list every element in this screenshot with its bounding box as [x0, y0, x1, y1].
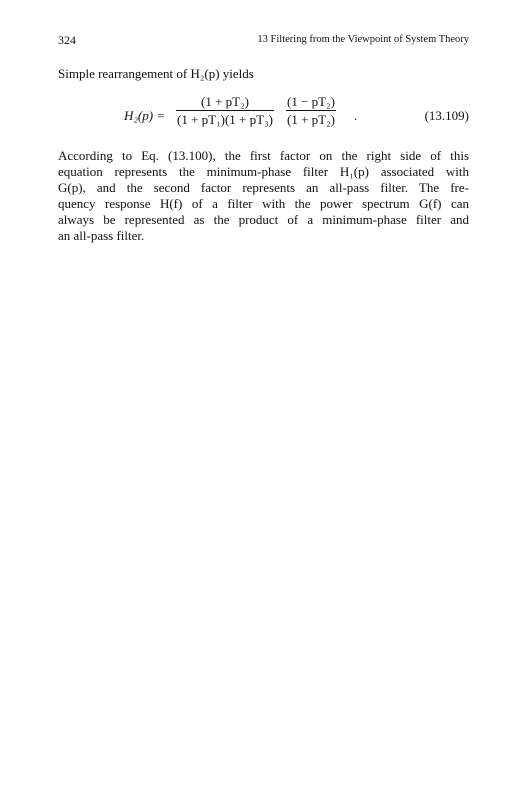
first-factor-fraction [176, 94, 274, 127]
second-factor-denominator: (1 + pT₂) [287, 112, 335, 127]
equation-lhs: H₂(p) = [124, 108, 166, 123]
equation-13-109 [58, 92, 469, 140]
page-number: 324 [58, 33, 76, 47]
paragraph-line: an all-pass filter. [58, 228, 145, 243]
paragraph-line: equation represents the minimum-phase filter H₁(p) associated with [58, 164, 469, 179]
paragraph-line: quency response H(f) of a filter with the power spectrum G(f) can [58, 196, 469, 211]
equation-period: . [354, 108, 358, 123]
first-factor-denominator: (1 + pT₁)(1 + pT₃) [177, 112, 273, 127]
chapter-title: 13 Filtering from the Viewpoint of System Theory [257, 34, 469, 45]
fraction-bar [286, 110, 336, 111]
fraction-bar [176, 110, 274, 111]
equation-number: (13.109) [424, 108, 469, 123]
paragraph-line: G(p), and the second factor represents an all-pass filter. The fre- [58, 180, 469, 195]
second-factor-numerator: (1 − pT₂) [287, 94, 335, 109]
second-factor-fraction [286, 94, 336, 127]
body-paragraph [58, 148, 469, 244]
first-factor-numerator: (1 + pT₂) [200, 94, 249, 109]
paragraph-line: always be represented as the product of a minimum-phase filter and [58, 212, 469, 227]
intro-sentence: Simple rearrangement of H₂(p) yields [58, 66, 254, 81]
paragraph-line: According to Eq. (13.100), the first factor on the right side of this [58, 148, 469, 163]
